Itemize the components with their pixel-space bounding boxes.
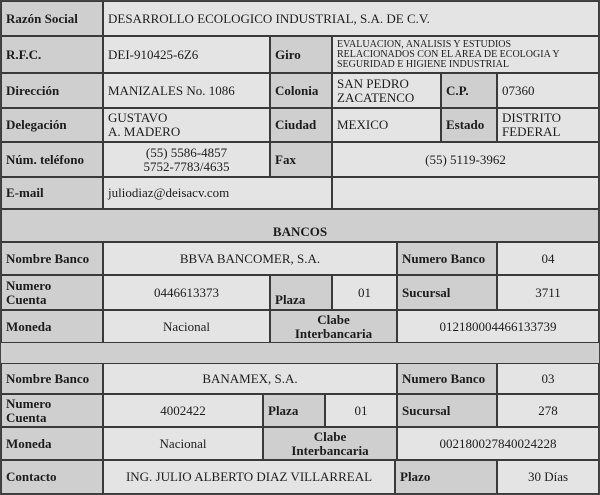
sucursal-label: Sucursal: [397, 275, 497, 310]
estado-label: Estado: [441, 108, 497, 142]
telefono-label: Núm. teléfono: [1, 142, 103, 177]
plaza-label: Plaza: [270, 275, 332, 310]
clabe-line: Interbancaria: [291, 442, 369, 458]
telefono-line: 5752-7783/4635: [143, 158, 230, 174]
giro-line: SEGURIDAD E HIGIENE INDUSTRIAL: [337, 58, 509, 70]
bank-name: BBVA BANCOMER, S.A.: [103, 242, 397, 275]
bank-name: BANAMEX, S.A.: [103, 363, 397, 394]
email-label: E-mail: [1, 177, 103, 209]
plazo-label: Plazo: [395, 460, 497, 494]
clabe-line: Clabe: [317, 311, 350, 327]
colonia-line: ZACATENCO: [337, 89, 415, 105]
fax-value: (55) 5119-3962: [332, 142, 599, 177]
numero-banco-label: Numero Banco: [397, 363, 497, 394]
plaza-value: 01: [325, 394, 397, 427]
bancos-title: BANCOS: [1, 209, 599, 242]
giro-value: [332, 36, 599, 73]
cuenta-value: 4002422: [103, 394, 263, 427]
razon-social-label: Razón Social: [1, 1, 103, 36]
clabe-line: Clabe: [313, 428, 347, 444]
telefono-line: (55) 5586-4857: [145, 144, 228, 160]
clabe-label: [263, 427, 397, 460]
bank-separator: [1, 343, 599, 363]
numero-cuenta-line: Cuenta: [6, 291, 47, 307]
direccion-value: MANIZALES No. 1086: [103, 73, 270, 108]
numero-cuenta-line: Cuenta: [6, 409, 47, 425]
telefono-value: [103, 142, 270, 177]
delegacion-line: A. MADERO: [108, 124, 181, 139]
giro-line: RELACIONADOS CON EL AREA DE ECOLOGIA Y: [337, 48, 560, 60]
clabe-value: 002180027840024228: [397, 427, 599, 460]
numero-cuenta-label: [1, 275, 103, 310]
delegacion-line: GUSTAVO: [108, 110, 168, 125]
numero-cuenta-label: [1, 394, 103, 427]
colonia-line: SAN PEDRO: [337, 75, 409, 91]
estado-value: [497, 108, 599, 142]
nombre-banco-label: Nombre Banco: [1, 363, 103, 394]
plazo-value: 30 Días: [497, 460, 599, 494]
clabe-value: 012180004466133739: [397, 310, 599, 343]
ciudad-value: MEXICO: [332, 108, 441, 142]
numero-banco-value: 04: [497, 242, 599, 275]
fax-label: Fax: [270, 142, 332, 177]
moneda-value: Nacional: [103, 310, 270, 343]
moneda-label: Moneda: [1, 427, 103, 460]
numero-cuenta-line: Numero: [6, 277, 52, 293]
cuenta-value: 0446613373: [103, 275, 270, 310]
cp-label: C.P.: [441, 73, 497, 108]
clabe-label: [270, 310, 397, 343]
ciudad-label: Ciudad: [270, 108, 332, 142]
contacto-value: ING. JULIO ALBERTO DIAZ VILLARREAL: [103, 460, 395, 494]
moneda-value: Nacional: [103, 427, 263, 460]
giro-label: Giro: [270, 36, 332, 73]
plaza-value: 01: [332, 275, 397, 310]
sucursal-label: Sucursal: [397, 394, 497, 427]
delegacion-label: Delegación: [1, 108, 103, 142]
rfc-label: R.F.C.: [1, 36, 103, 73]
email-value: juliodiaz@deisacv.com: [103, 177, 332, 209]
plaza-label: Plaza: [263, 394, 325, 427]
delegacion-value: [103, 108, 270, 142]
moneda-label: Moneda: [1, 310, 103, 343]
contacto-label: Contacto: [1, 460, 103, 494]
nombre-banco-label: Nombre Banco: [1, 242, 103, 275]
rfc-value: DEI-910425-6Z6: [103, 36, 270, 73]
colonia-label: Colonia: [270, 73, 332, 108]
numero-banco-label: Numero Banco: [397, 242, 497, 275]
sucursal-value: 3711: [497, 275, 599, 310]
clabe-line: Interbancaria: [294, 325, 373, 341]
sucursal-value: 278: [497, 394, 599, 427]
email-blank: [332, 177, 599, 209]
cp-value: 07360: [497, 73, 599, 108]
colonia-value: [332, 73, 441, 108]
estado-line: DISTRITO: [502, 110, 561, 125]
razon-social-value: DESARROLLO ECOLOGICO INDUSTRIAL, S.A. DE C.V.: [103, 1, 599, 36]
numero-banco-value: 03: [497, 363, 599, 394]
numero-cuenta-line: Numero: [6, 395, 52, 411]
estado-line: FEDERAL: [502, 124, 561, 139]
direccion-label: Dirección: [1, 73, 103, 108]
giro-line: EVALUACION, ANALISIS Y ESTUDIOS: [337, 38, 512, 50]
